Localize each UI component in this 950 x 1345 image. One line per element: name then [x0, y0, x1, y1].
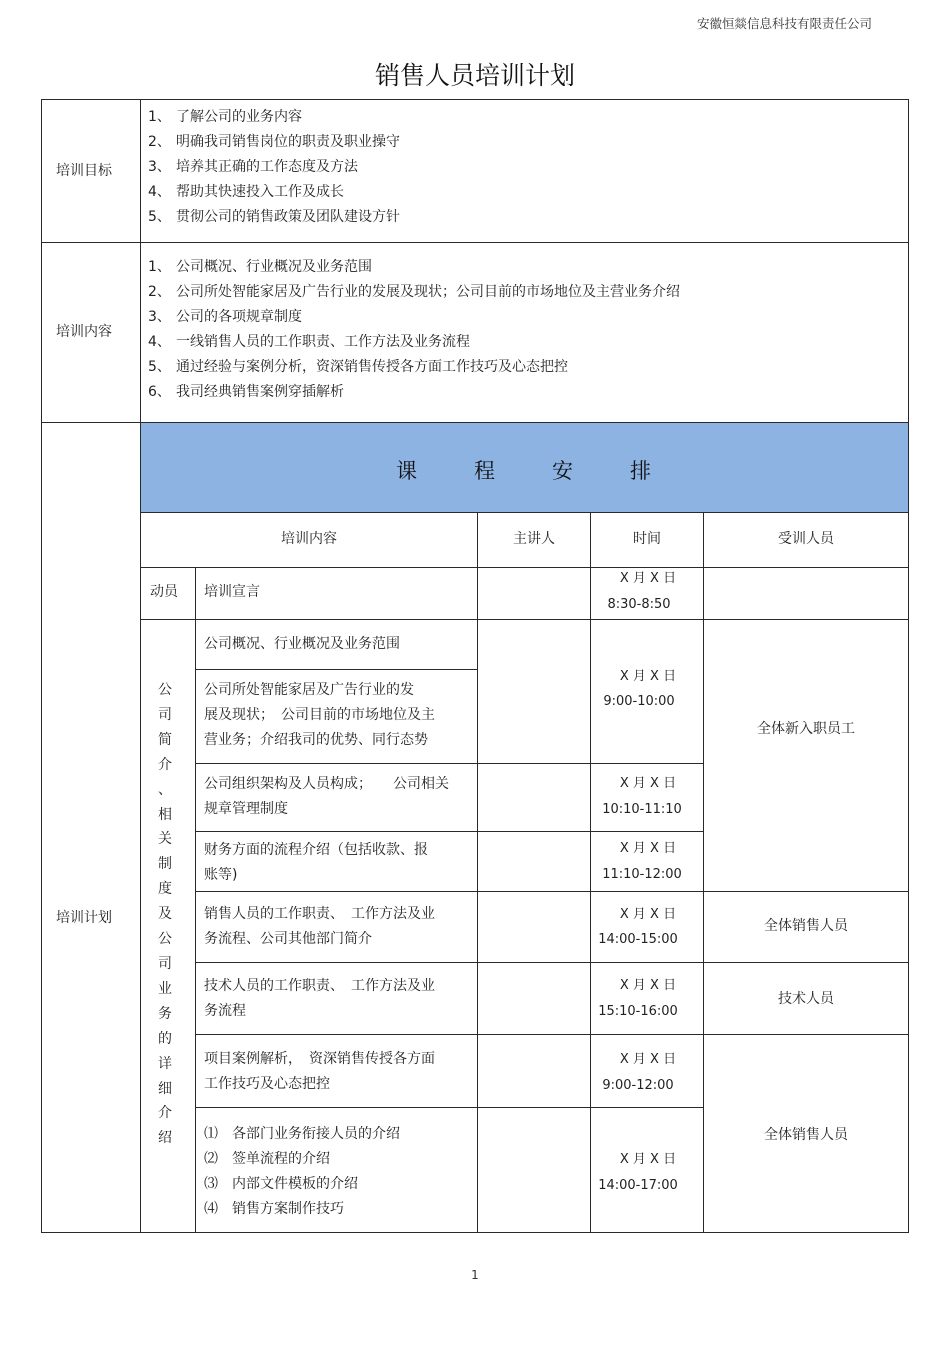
list-item: 2、 公司所处智能家居及广告行业的发展及现状；公司目前的市场地位及主营业务介绍	[148, 284, 680, 300]
schedule-title-char: 课	[396, 459, 417, 483]
list-item: 4、 一线销售人员的工作职责、工作方法及业务流程	[148, 334, 470, 350]
table-row-topic: 财务方面的流程介绍（包括收款、报 账等)	[204, 842, 428, 883]
row-date: X 月 X 日	[619, 907, 677, 922]
row-time: 14:00-17:00	[598, 1178, 678, 1193]
page-number: 1	[471, 1268, 479, 1282]
plan-label: 培训计划	[56, 910, 112, 926]
goals-label: 培训目标	[56, 163, 112, 179]
table-row-topic: ⑴ 各部门业务衔接人员的介绍 ⑵ 签单流程的介绍 ⑶ 内部文件模板的介绍 ⑷ 销售方案制作技巧	[204, 1126, 400, 1217]
table-row-topic: 销售人员的工作职责、 工作方法及业 务流程、公司其他部门简介	[204, 906, 435, 947]
table-row-topic: 公司组织架构及人员构成； 公司相关 规章管理制度	[204, 776, 449, 817]
schedule-header	[141, 423, 908, 512]
row-date: X 月 X 日	[619, 978, 677, 993]
mobilize-time: 8:30-8:50	[607, 597, 671, 612]
group-time: 9:00-10:00	[603, 694, 675, 709]
list-item: 5、 通过经验与案例分析，资深销售传授各方面工作技巧及心态把控	[148, 359, 568, 375]
mobilize-category: 动员	[150, 584, 178, 600]
group-date: X 月 X 日	[619, 669, 677, 684]
col-header-trainees: 受训人员	[778, 531, 834, 547]
section-category: 公 司 简 介 、 相 关 制 度 及 公 司 业 务 的 详 细 介 绍	[158, 682, 172, 1147]
list-item: 3、 培养其正确的工作态度及方法	[148, 159, 358, 175]
row-time: 9:00-12:00	[602, 1078, 674, 1093]
row-time: 14:00-15:00	[598, 932, 678, 947]
content-label: 培训内容	[56, 324, 112, 340]
list-item: 5、 贯彻公司的销售政策及团队建设方针	[148, 209, 400, 225]
row-time: 15:10-16:00	[598, 1004, 678, 1019]
row-date: X 月 X 日	[619, 1152, 677, 1167]
trainees-sales-last: 全体销售人员	[764, 1127, 848, 1143]
list-item: 3、 公司的各项规章制度	[148, 309, 302, 325]
content-list	[148, 255, 680, 405]
list-item: 1、 公司概况、行业概况及业务范围	[148, 259, 372, 275]
schedule-title-char: 安	[552, 459, 573, 483]
mobilize-topic: 培训宣言	[204, 584, 260, 600]
list-item: 4、 帮助其快速投入工作及成长	[148, 184, 344, 200]
row-time: 10:10-11:10	[602, 802, 682, 817]
row-time: 11:10-12:00	[602, 867, 682, 882]
schedule-title-char: 排	[630, 459, 651, 483]
trainees-sales: 全体销售人员	[764, 918, 848, 934]
col-header-content: 培训内容	[281, 531, 337, 547]
page-title: 销售人员培训计划	[374, 61, 575, 90]
list-item: 2、 明确我司销售岗位的职责及职业操守	[148, 134, 400, 150]
company-header: 安徽恒燚信息科技有限责任公司	[696, 16, 872, 31]
table-row-topic: 项目案例解析， 资深销售传授各方面 工作技巧及心态把控	[204, 1051, 435, 1092]
row-date: X 月 X 日	[619, 841, 677, 856]
col-header-time: 时间	[633, 531, 661, 547]
trainees-new: 全体新入职员工	[757, 721, 855, 737]
table-row-topic: 技术人员的工作职责、 工作方法及业 务流程	[204, 978, 435, 1019]
mobilize-date: X 月 X 日	[619, 571, 677, 586]
row-date: X 月 X 日	[619, 776, 677, 791]
table-row-topic: 公司所处智能家居及广告行业的发 展及现状； 公司目前的市场地位及主 营业务；介绍我司的优势、同行态势	[204, 682, 435, 748]
row-date: X 月 X 日	[619, 1052, 677, 1067]
list-item: 6、 我司经典销售案例穿插解析	[148, 384, 344, 400]
goals-list	[148, 105, 400, 230]
schedule-title-char: 程	[474, 459, 495, 483]
table-row-topic: 公司概况、行业概况及业务范围	[204, 636, 400, 652]
list-item: 1、 了解公司的业务内容	[148, 109, 302, 125]
col-header-speaker: 主讲人	[513, 531, 555, 547]
trainees-tech: 技术人员	[778, 991, 834, 1007]
